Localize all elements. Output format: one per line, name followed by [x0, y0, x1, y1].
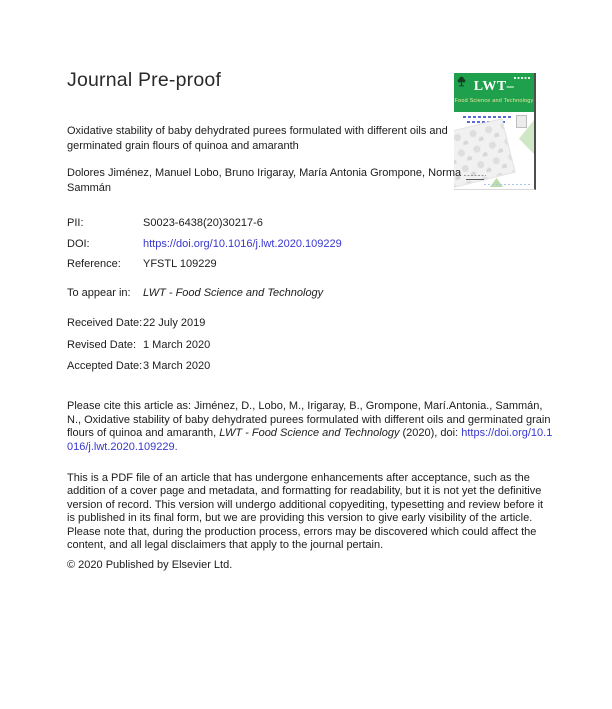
page-title: Journal Pre-proof	[67, 69, 222, 91]
cover-journal-abbrev: LWT–	[473, 79, 515, 94]
doi-link[interactable]: https://doi.org/10.1016/j.lwt.2020.109229	[143, 238, 342, 250]
article-authors: Dolores Jiménez, Manuel Lobo, Bruno Irigaray, María Antonia Grompone, Norma Sammán	[67, 167, 462, 194]
meta-row-received-date	[67, 317, 205, 330]
meta-row-reference	[67, 258, 217, 271]
journal-cover-thumbnail	[454, 73, 536, 190]
cover-website-text-line	[484, 184, 530, 186]
reference-value: YFSTL 109229	[143, 258, 217, 270]
revised-value: 1 March 2020	[143, 339, 211, 351]
accepted-label: Accepted Date:	[67, 360, 143, 372]
cover-microscopy-image	[454, 118, 516, 190]
pii-value: S0023-6438(20)30217-6	[143, 217, 263, 229]
citation-journal-name: LWT - Food Science and Technology	[219, 427, 400, 439]
cover-green-header	[454, 73, 534, 112]
article-title: Oxidative stability of baby dehydrated purees formulated with different oils and germinated grain flours of quinoa and amaranth	[67, 125, 448, 152]
meta-row-accepted-date	[67, 360, 210, 373]
doi-label: DOI:	[67, 238, 90, 250]
received-label: Received Date:	[67, 317, 143, 329]
pii-label: PII:	[67, 217, 84, 229]
meta-row-revised-date	[67, 339, 210, 352]
citation-text: (2020), doi:	[399, 427, 462, 439]
to-appear-label: To appear in:	[67, 287, 131, 299]
cover-green-triangle-bottom	[490, 178, 503, 187]
meta-row-pii	[67, 217, 263, 230]
revised-label: Revised Date:	[67, 339, 137, 351]
cover-publisher-text-line	[464, 175, 486, 177]
cover-journal-subtitle: Food Science and Technology	[454, 98, 534, 104]
received-value: 22 July 2019	[143, 317, 206, 329]
citation-doi-link[interactable]: https://doi.org/10.1016/j.lwt.2020.109229.	[67, 427, 553, 453]
cover-volume-text	[514, 77, 530, 79]
meta-row-doi	[67, 238, 342, 251]
copyright-line: © 2020 Published by Elsevier Ltd.	[67, 559, 233, 571]
cover-publisher-text-line	[466, 179, 484, 181]
accepted-value: 3 March 2020	[143, 360, 211, 372]
cover-editor-photo	[516, 115, 527, 128]
citation-text: Please cite this article as: Jiménez, D., Lobo, M., Irigaray, B., Grompone, Marí.Antonia., Sammán, N., Oxidative stability of baby dehydrated purees formulated with different oils and germinated grain flours of quinoa and amaranth,	[67, 400, 551, 439]
meta-row-to-appear-in	[67, 287, 323, 300]
citation-paragraph	[67, 400, 553, 454]
disclaimer-paragraph: This is a PDF file of an article that has undergone enhancements after acceptance, such as the addition of a cover page and metadata, and formatting for readability, but it is not yet the definitive version of record. This version will undergo additional copyediting, typesetting and review before it is published in its final form, but we are providing this version to give early visibility of the article. Please note that, during the production process, errors may be discovered which could affect the content, and all legal disclaimers that apply to the journal pertain.	[67, 472, 544, 552]
journal-name: LWT - Food Science and Technology	[143, 287, 324, 299]
reference-label: Reference:	[67, 258, 121, 270]
cover-lower-area	[454, 112, 534, 189]
cover-editors-text-line	[463, 116, 511, 118]
